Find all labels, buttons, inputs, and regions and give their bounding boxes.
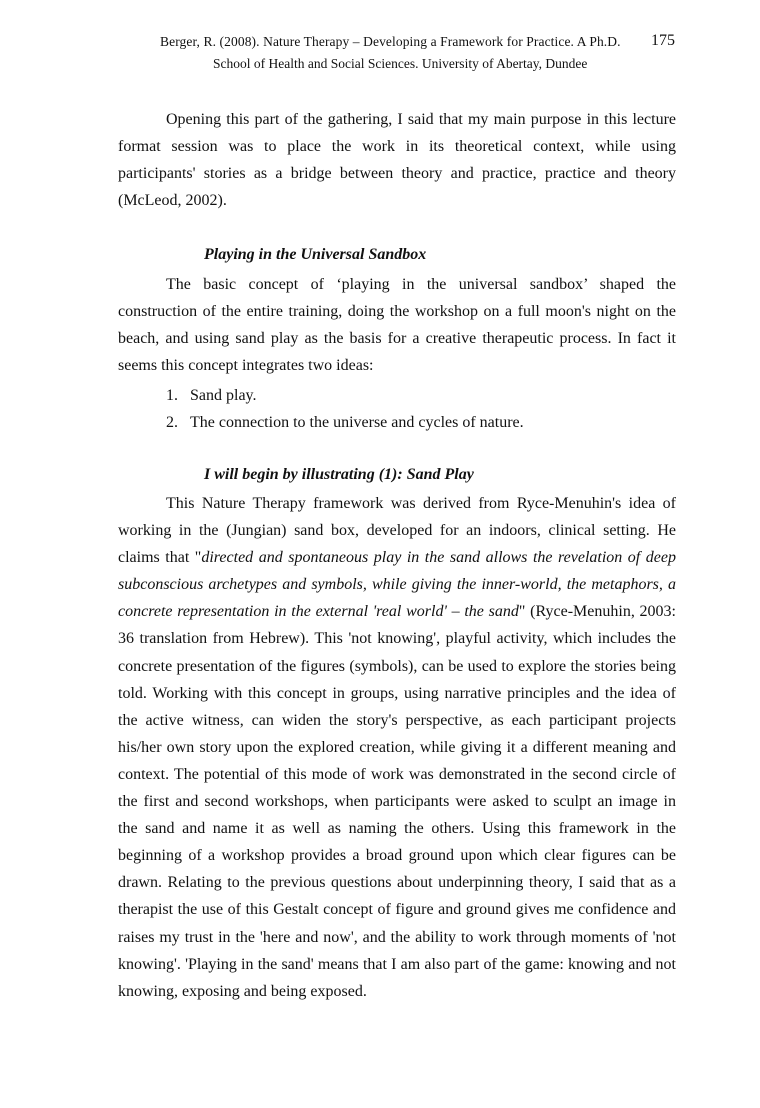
text-line: knowing'. 'Playing in the sand' means that I am also part of the game: knowing and not [118,955,676,973]
quote-text: subconscious archetypes and symbols, while giving the inner-world, the metaphors, a [118,576,676,594]
text-line [118,598,676,625]
quote-text: concrete representation in the external 'real world' – the sand [118,603,519,621]
text-line: the first and second workshops, when participants were asked to sculpt an image in [118,793,676,811]
list-item [166,409,524,436]
text-fragment: claims that " [118,549,202,567]
text-line: context. The potential of this mode of work was demonstrated in the second circle of [118,765,676,783]
text-line: concrete presentation of the figures (symbols), can be used to explore the stories being [118,657,676,675]
text-line [118,544,676,571]
text-line: participants' stories as a bridge between theory and practice, practice and theory [118,165,676,183]
text-line: his/her own story upon the explored creation, while giving it a different meaning and [118,738,676,756]
text-line: The basic concept of ‘playing in the universal sandbox’ shaped the [166,276,676,293]
page-number: 175 [651,32,675,49]
text-fragment: " (Ryce-Menuhin, 2003: [518,603,677,621]
text-line: the sand and name it as well as naming the others. Using this framework in the [118,820,676,838]
text-line: format session was to place the work in its theoretical context, while using [118,138,676,156]
section-heading: I will begin by illustrating (1): Sand Play [204,466,474,483]
text-line: (McLeod, 2002). [118,192,227,210]
text-line: This Nature Therapy framework was derived from Ryce-Menuhin's idea of [166,495,676,512]
section1-paragraph [118,271,676,379]
numbered-list [166,382,524,436]
intro-paragraph [118,106,676,214]
text-line: drawn. Relating to the previous questions about underpinning theory, I said that as a [118,874,676,892]
list-number: 1. [166,387,178,404]
text-line: knowing, exposing and being exposed. [118,982,367,1000]
header-institution: School of Health and Social Sciences. University of Abertay, Dundee [213,56,588,71]
text-line: therapist the use of this Gestalt concept of figure and ground gives me confidence and [118,901,676,919]
list-item [166,382,524,409]
text-line: beginning of a workshop provides a broad ground upon which clear figures can be [118,847,676,865]
text-line: told. Working with this concept in groups, using narrative principles and the idea of [118,684,676,702]
text-line: Opening this part of the gathering, I said that my main purpose in this lecture [166,111,676,128]
text-line: beach, and using sand play as the basis for a creative therapeutic process. In fact it [118,330,676,348]
section2-paragraph [118,490,676,1005]
text-line: 36 translation from Hebrew). This 'not knowing', playful activity, which includes the [118,630,676,648]
list-number: 2. [166,414,178,432]
list-text: The connection to the universe and cycles of nature. [190,414,524,432]
text-line: raises my trust in the 'here and now', and the ability to work through moments of 'not [118,928,676,946]
header-citation: Berger, R. (2008). Nature Therapy – Developing a Framework for Practice. A Ph.D. [160,34,621,49]
text-line: seems this concept integrates two ideas: [118,357,374,375]
list-text: Sand play. [190,387,257,404]
section-heading: Playing in the Universal Sandbox [204,246,427,263]
quote-text: directed and spontaneous play in the sand allows the revelation of deep [201,549,676,567]
text-line: working in the (Jungian) sand box, developed for an indoors, clinical setting. He [118,522,676,540]
text-line: the active witness, can widen the story's perspective, as each participant projects [118,711,676,729]
text-line: construction of the entire training, doing the workshop on a full moon's night on the [118,303,676,321]
